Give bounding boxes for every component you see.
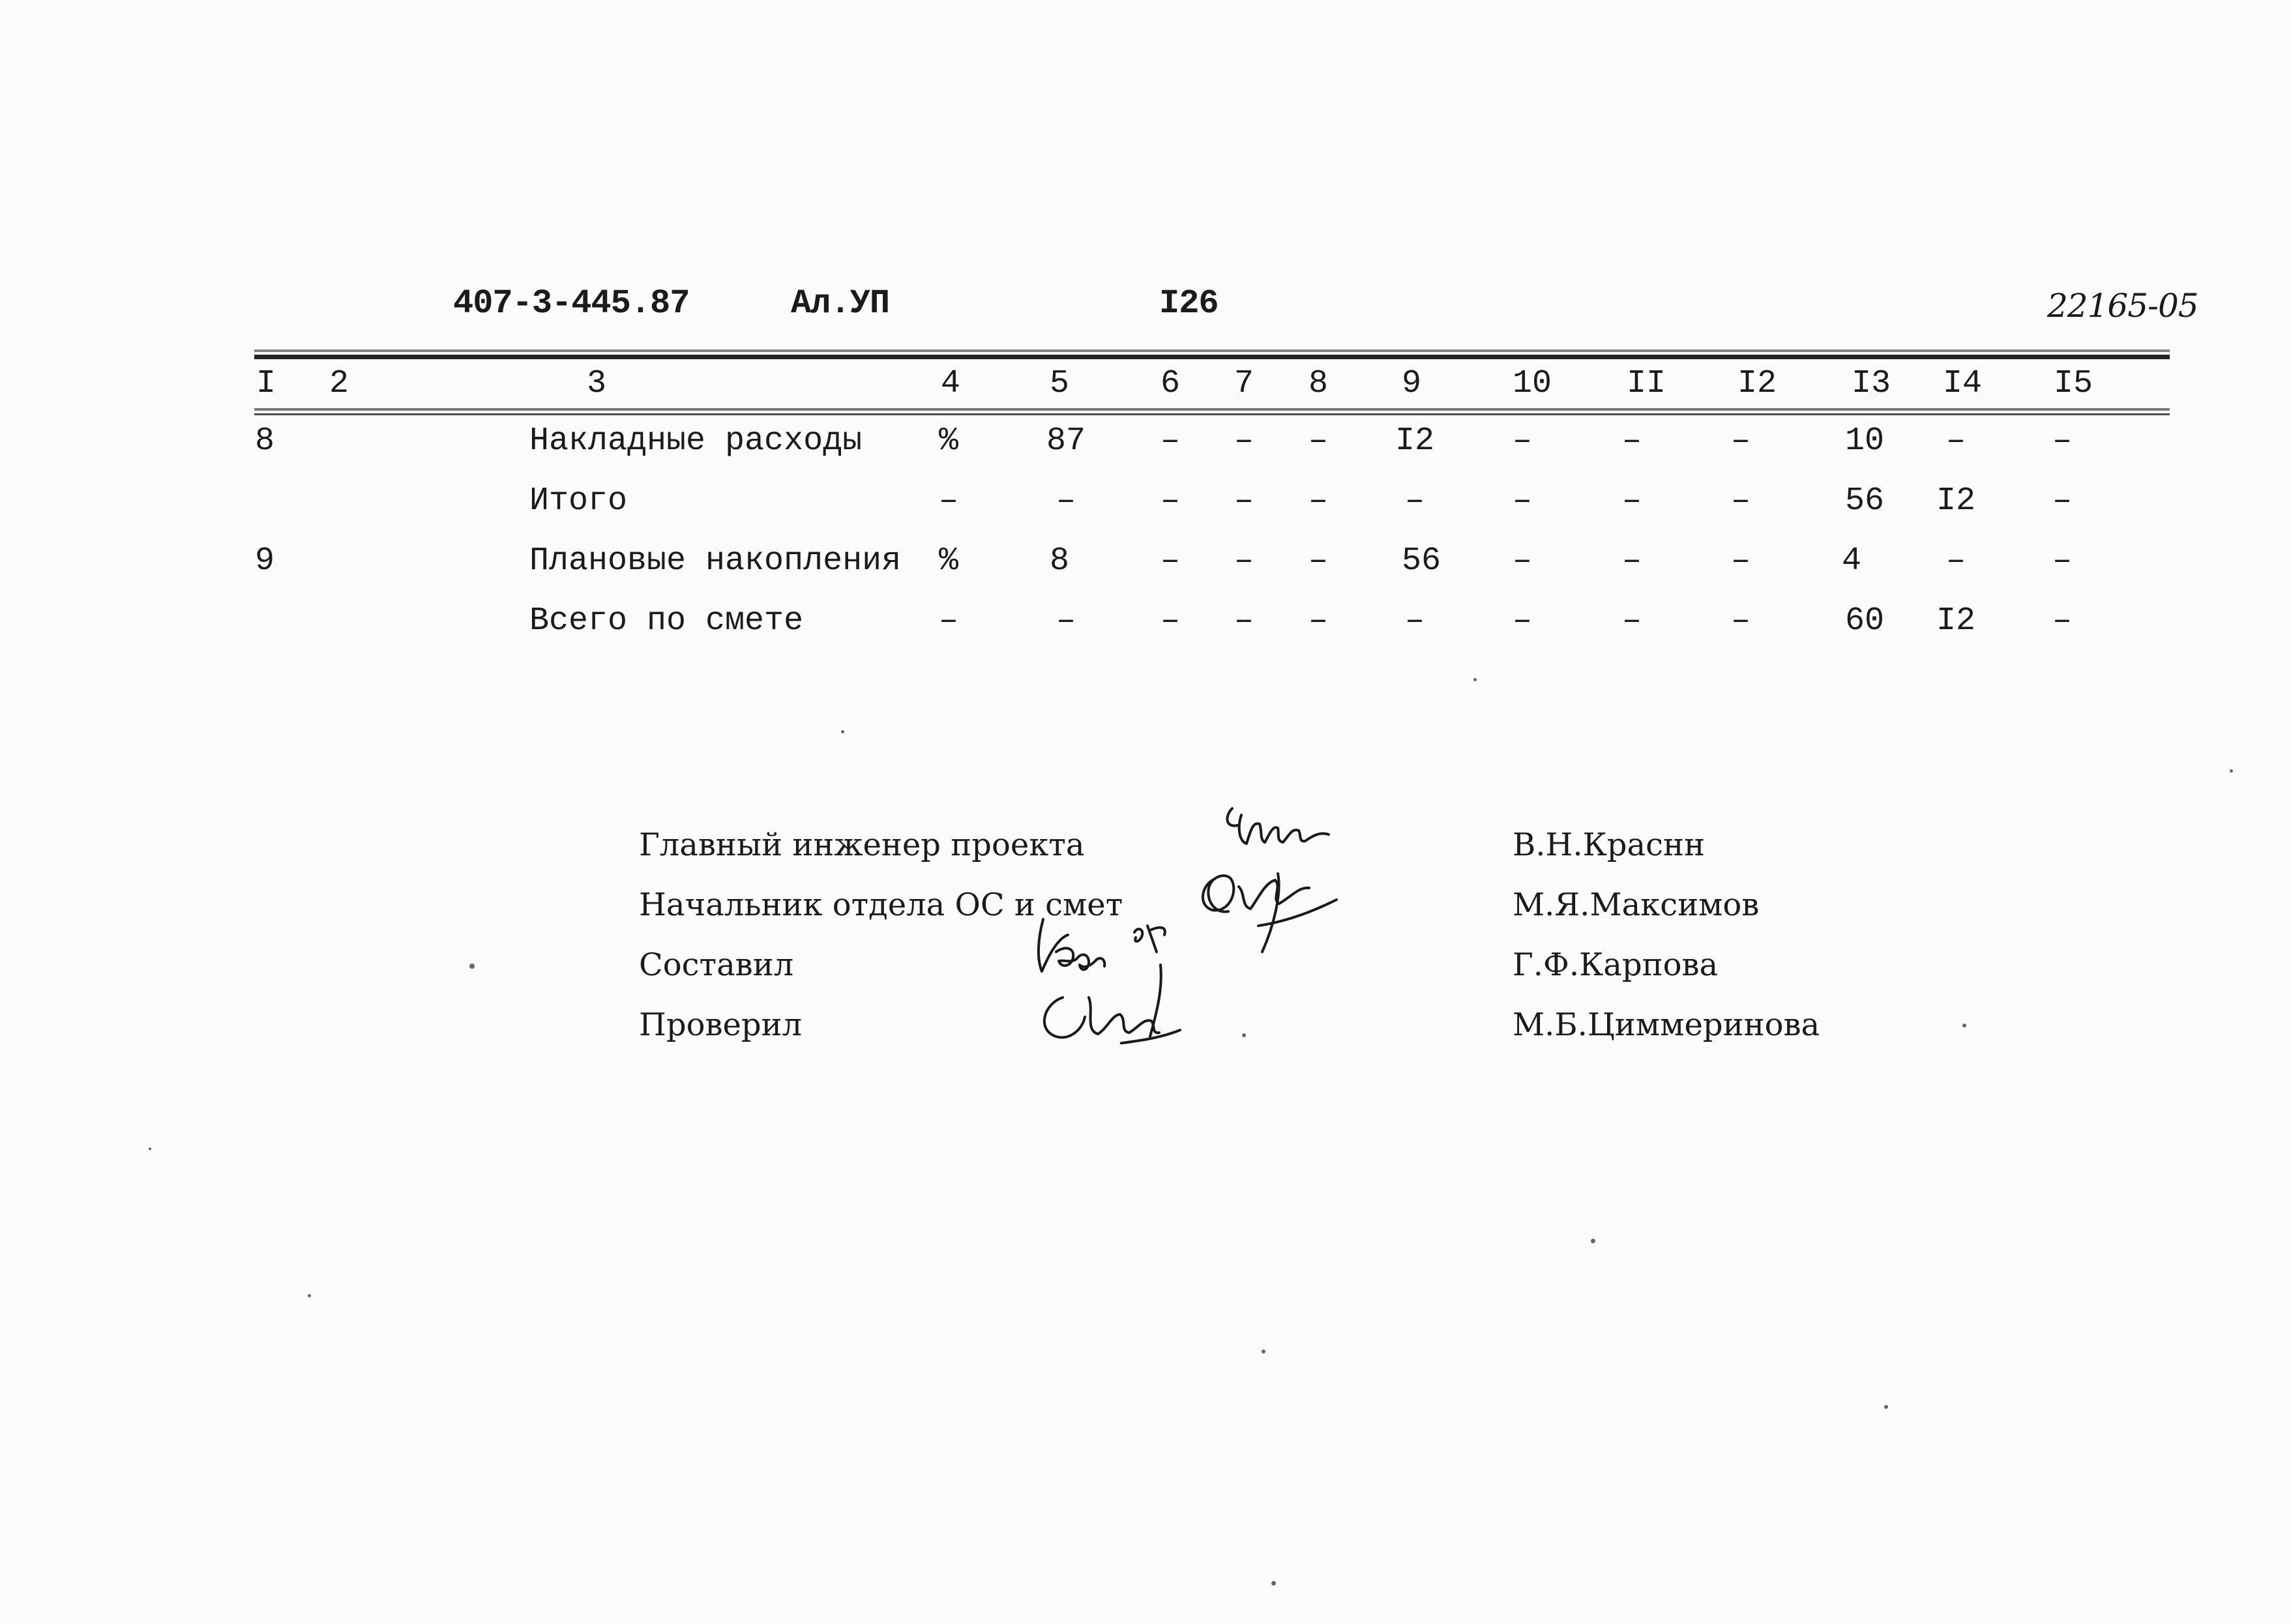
table-cell: 87 <box>1046 422 1086 460</box>
table-cell: – <box>1730 602 1751 640</box>
column-number: 7 <box>1234 365 1254 402</box>
column-number: I2 <box>1737 365 1777 402</box>
table-cell: – <box>938 602 958 640</box>
table-cell: – <box>1308 482 1328 520</box>
table-cell: – <box>1160 602 1180 640</box>
column-number: 2 <box>329 365 349 402</box>
column-number: I5 <box>2053 365 2093 402</box>
signature-compiler <box>1039 919 1165 971</box>
handwritten-signatures <box>1017 802 1421 1102</box>
album-number: Ал.УП <box>791 284 890 323</box>
column-number: II <box>1626 365 1666 402</box>
table-cell: – <box>1160 542 1180 580</box>
table-cell: – <box>1056 482 1076 520</box>
signature-department-head <box>1203 874 1337 952</box>
row-label: Накладные расходы <box>529 422 863 460</box>
column-number: 10 <box>1512 365 1552 402</box>
table-cell: – <box>2052 422 2072 460</box>
column-number: 9 <box>1401 365 1421 402</box>
row-label: Плановые накопления <box>529 542 902 580</box>
table-cell: – <box>1308 602 1328 640</box>
table-cell: 8 <box>1049 542 1069 580</box>
signoff-name: Г.Ф.Карпова <box>1513 947 1719 983</box>
table-cell: – <box>1730 482 1751 520</box>
table-cell: – <box>1621 422 1642 460</box>
reference-number: 22165-05 <box>2047 287 2198 325</box>
table-header-rule <box>254 413 2170 415</box>
table-cell: – <box>1730 542 1751 580</box>
table-cell: – <box>1404 602 1425 640</box>
column-number: 6 <box>1160 365 1180 402</box>
table-cell: I2 <box>1936 602 1975 640</box>
column-number: 8 <box>1308 365 1328 402</box>
table-cell: – <box>1621 482 1642 520</box>
page-number: I26 <box>1159 284 1219 323</box>
table-cell: 10 <box>1844 422 1884 460</box>
table-cell: – <box>1730 422 1751 460</box>
column-number: 4 <box>940 365 960 402</box>
table-cell: 4 <box>1841 542 1861 580</box>
table-cell: – <box>2052 602 2072 640</box>
row-number: 8 <box>254 422 274 460</box>
table-top-rule-thin <box>254 349 2170 352</box>
table-cell: – <box>1160 482 1180 520</box>
table-cell: – <box>1056 602 1076 640</box>
table-cell: – <box>2052 482 2072 520</box>
table-cell: – <box>1308 422 1328 460</box>
column-number: 3 <box>586 365 606 402</box>
row-label: Всего по смете <box>529 602 804 640</box>
signoff-title: Главный инженер проекта <box>639 827 1085 863</box>
column-number: 5 <box>1049 365 1069 402</box>
table-cell: – <box>1512 482 1532 520</box>
row-label: Итого <box>529 482 628 520</box>
table-cell: – <box>1512 602 1532 640</box>
table-cell: 60 <box>1844 602 1884 640</box>
column-number: I3 <box>1851 365 1891 402</box>
table-cell: – <box>1404 482 1425 520</box>
table-cell: – <box>2052 542 2072 580</box>
document-code: 407-3-445.87 <box>453 284 690 323</box>
table-cell: – <box>1512 422 1532 460</box>
table-header-rule-thin <box>254 408 2170 411</box>
table-cell: – <box>1160 422 1180 460</box>
signoff-name: В.Н.Краснн <box>1513 827 1706 863</box>
table-cell: 56 <box>1844 482 1884 520</box>
table-top-rule <box>254 355 2170 359</box>
table-cell: I2 <box>1936 482 1975 520</box>
column-number: I <box>256 365 276 402</box>
table-cell: 56 <box>1401 542 1441 580</box>
column-number: I4 <box>1942 365 1982 402</box>
signoff-title: Составил <box>639 947 794 983</box>
row-number: 9 <box>254 542 274 580</box>
table-cell: – <box>1234 602 1254 640</box>
signoff-title: Начальник отдела ОС и смет <box>639 887 1123 923</box>
table-cell: – <box>1234 542 1254 580</box>
table-cell: – <box>1512 542 1532 580</box>
table-cell: – <box>1945 542 1966 580</box>
table-cell: % <box>938 422 958 460</box>
table-cell: – <box>1234 482 1254 520</box>
table-cell: – <box>1234 422 1254 460</box>
table-cell: – <box>1308 542 1328 580</box>
table-cell: % <box>938 542 958 580</box>
table-cell: I2 <box>1395 422 1434 460</box>
table-cell: – <box>1945 422 1966 460</box>
signoff-name: М.Я.Максимов <box>1513 887 1760 923</box>
signature-checker <box>1044 965 1180 1043</box>
signature-chief-engineer <box>1227 808 1329 844</box>
table-cell: – <box>938 482 958 520</box>
signoff-title: Проверил <box>639 1007 803 1043</box>
signoff-name: М.Б.Циммеринова <box>1513 1007 1820 1043</box>
table-cell: – <box>1621 602 1642 640</box>
table-cell: – <box>1621 542 1642 580</box>
